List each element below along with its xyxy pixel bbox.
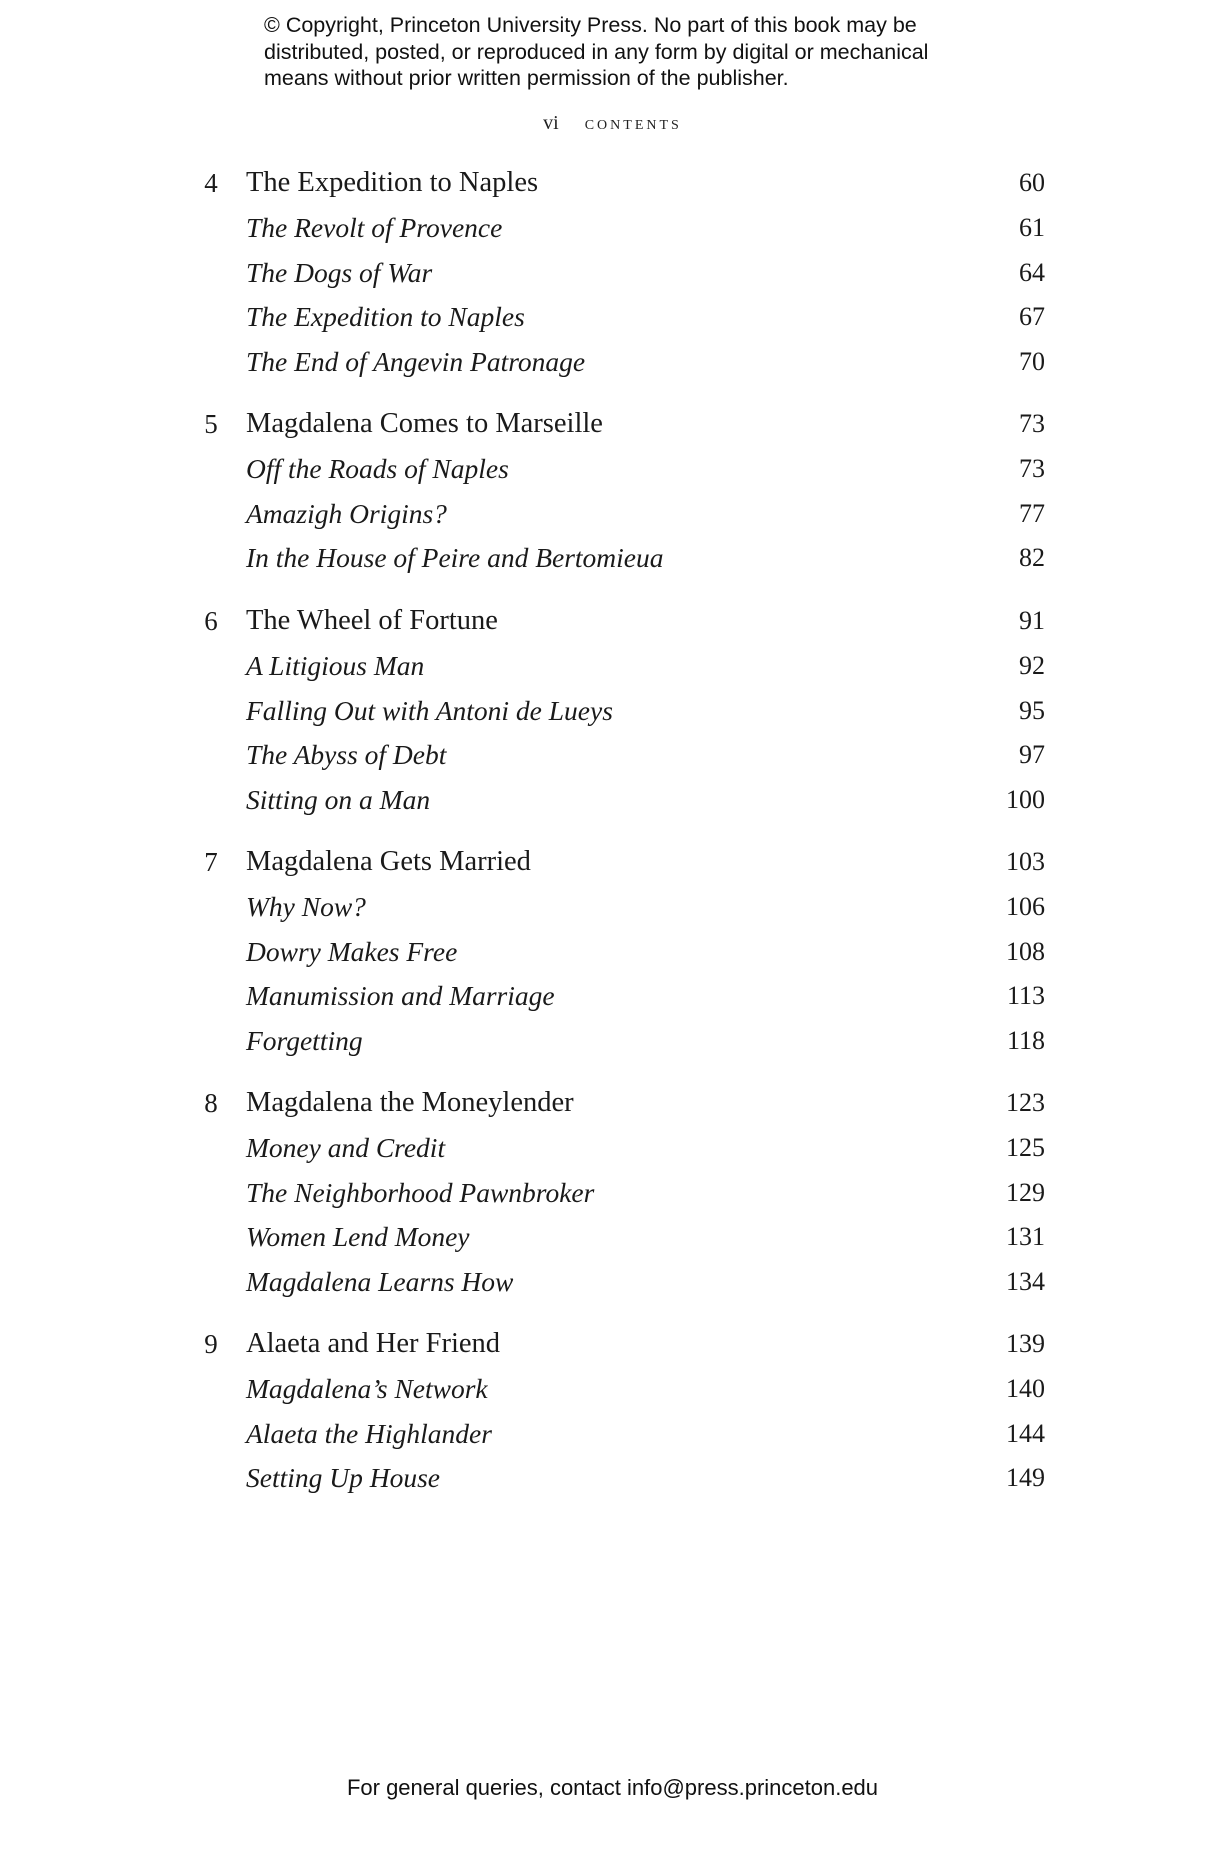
section-title: Why Now?: [246, 890, 366, 922]
chapter-number: 8: [204, 1088, 218, 1118]
section-title: A Litigious Man: [246, 649, 425, 681]
toc-section-row[interactable]: [0, 735, 1225, 775]
toc-section-row[interactable]: [0, 342, 1225, 382]
section-title: Magdalena Learns How: [246, 1266, 514, 1298]
section-title: The Revolt of Provence: [246, 211, 503, 243]
section-title: Alaeta the Highlander: [246, 1417, 492, 1449]
toc-section-row[interactable]: [0, 1217, 1225, 1257]
toc-section-row[interactable]: [0, 1369, 1225, 1409]
page-number: 129: [1006, 1177, 1045, 1207]
chapter-number: 6: [204, 606, 218, 636]
chapter-title: The Wheel of Fortune: [246, 605, 498, 636]
section-title: Setting Up House: [246, 1462, 441, 1494]
section-title: Sitting on a Man: [246, 784, 431, 816]
toc-chapter-row[interactable]: [0, 1083, 1225, 1123]
page-number: 125: [1006, 1132, 1045, 1162]
running-head: [0, 112, 1225, 135]
section-title: In the House of Peire and Bertomieua: [246, 542, 664, 574]
page-number: 70: [1019, 347, 1045, 377]
toc-section-row[interactable]: [0, 297, 1225, 337]
page-number: 144: [1006, 1418, 1045, 1448]
section-title: Amazigh Origins?: [246, 497, 447, 529]
section-title: Women Lend Money: [246, 1221, 470, 1253]
chapter-title: Alaeta and Her Friend: [246, 1328, 501, 1359]
page-number: 91: [1019, 606, 1045, 635]
section-title: Off the Roads of Naples: [246, 452, 509, 484]
toc-section-row[interactable]: [0, 1262, 1225, 1302]
page-number: 118: [1006, 1026, 1045, 1056]
toc-section-row[interactable]: [0, 976, 1225, 1016]
section-title: Forgetting: [246, 1025, 363, 1057]
chapter-number: 4: [204, 168, 218, 198]
section-title: The Abyss of Debt: [246, 739, 447, 771]
toc-chapter-row[interactable]: [0, 1324, 1225, 1364]
page-number: 108: [1006, 936, 1045, 966]
page-number: 97: [1019, 740, 1045, 770]
page-number: 73: [1019, 409, 1045, 438]
toc-section-row[interactable]: [0, 887, 1225, 927]
toc-section-row[interactable]: [0, 780, 1225, 820]
toc-section-row[interactable]: [0, 1173, 1225, 1213]
copyright-notice: [264, 12, 984, 92]
copyright-line: distributed, posted, or reproduced in any form by digital or mechanical: [264, 39, 929, 64]
section-title: Falling Out with Antoni de Lueys: [246, 694, 613, 726]
page-number: 92: [1019, 650, 1045, 680]
page-number: 149: [1006, 1463, 1045, 1493]
toc-section-row[interactable]: [0, 646, 1225, 686]
chapter-number: 5: [204, 409, 218, 439]
page-folio: vi: [543, 112, 559, 134]
toc-section-row[interactable]: [0, 691, 1225, 731]
page-number: 140: [1006, 1373, 1045, 1403]
page-number: 60: [1019, 168, 1045, 197]
section-title: The Neighborhood Pawnbroker: [246, 1176, 595, 1208]
copyright-line: means without prior written permission of the publisher.: [264, 66, 789, 90]
chapter-title: The Expedition to Naples: [246, 167, 539, 198]
page-number: 95: [1019, 695, 1045, 725]
section-title: Manumission and Marriage: [246, 980, 555, 1012]
toc-section-row[interactable]: [0, 1458, 1225, 1498]
toc-chapter-row[interactable]: [0, 404, 1225, 444]
footer-contact: For general queries, contact info@press.princeton.edu: [346, 1775, 879, 1800]
running-head-title: contents: [584, 112, 682, 134]
chapter-number: 9: [204, 1329, 218, 1359]
chapter-number: 7: [204, 847, 218, 877]
toc-section-row[interactable]: [0, 932, 1225, 972]
toc-chapter-row[interactable]: [0, 163, 1225, 203]
chapter-title: Magdalena Gets Married: [246, 846, 531, 877]
page-number: 134: [1006, 1267, 1045, 1297]
page-number: 103: [1006, 847, 1045, 876]
section-title: Money and Credit: [246, 1131, 446, 1163]
section-title: Magdalena’s Network: [246, 1372, 488, 1404]
page-number: 67: [1019, 302, 1045, 332]
page-number: 64: [1019, 257, 1045, 287]
page-number: 139: [1006, 1329, 1045, 1358]
section-title: The Expedition to Naples: [246, 301, 525, 333]
page-number: 77: [1019, 498, 1045, 528]
page-number: 123: [1006, 1088, 1045, 1117]
toc-section-row[interactable]: [0, 253, 1225, 293]
section-title: Dowry Makes Free: [246, 935, 458, 967]
toc-section-row[interactable]: [0, 494, 1225, 534]
page-number: 82: [1019, 543, 1045, 573]
toc-section-row[interactable]: [0, 1021, 1225, 1061]
toc-section-row[interactable]: [0, 1128, 1225, 1168]
toc-section-row[interactable]: [0, 1414, 1225, 1454]
toc-section-row[interactable]: [0, 208, 1225, 248]
chapter-title: Magdalena the Moneylender: [246, 1087, 574, 1118]
page-number: 61: [1019, 212, 1045, 242]
page-number: 100: [1006, 785, 1045, 815]
page-number: 73: [1019, 453, 1045, 483]
page-number: 113: [1006, 981, 1045, 1011]
toc-section-row[interactable]: [0, 538, 1225, 578]
copyright-line: © Copyright, Princeton University Press. No part of this book may be: [264, 13, 917, 37]
toc-chapter-row[interactable]: [0, 842, 1225, 882]
toc-section-row[interactable]: [0, 449, 1225, 489]
page-number: 106: [1006, 891, 1045, 921]
page-number: 131: [1006, 1222, 1045, 1252]
chapter-title: Magdalena Comes to Marseille: [246, 408, 603, 439]
section-title: The Dogs of War: [246, 256, 433, 288]
toc-chapter-row[interactable]: [0, 601, 1225, 641]
section-title: The End of Angevin Patronage: [246, 346, 586, 378]
